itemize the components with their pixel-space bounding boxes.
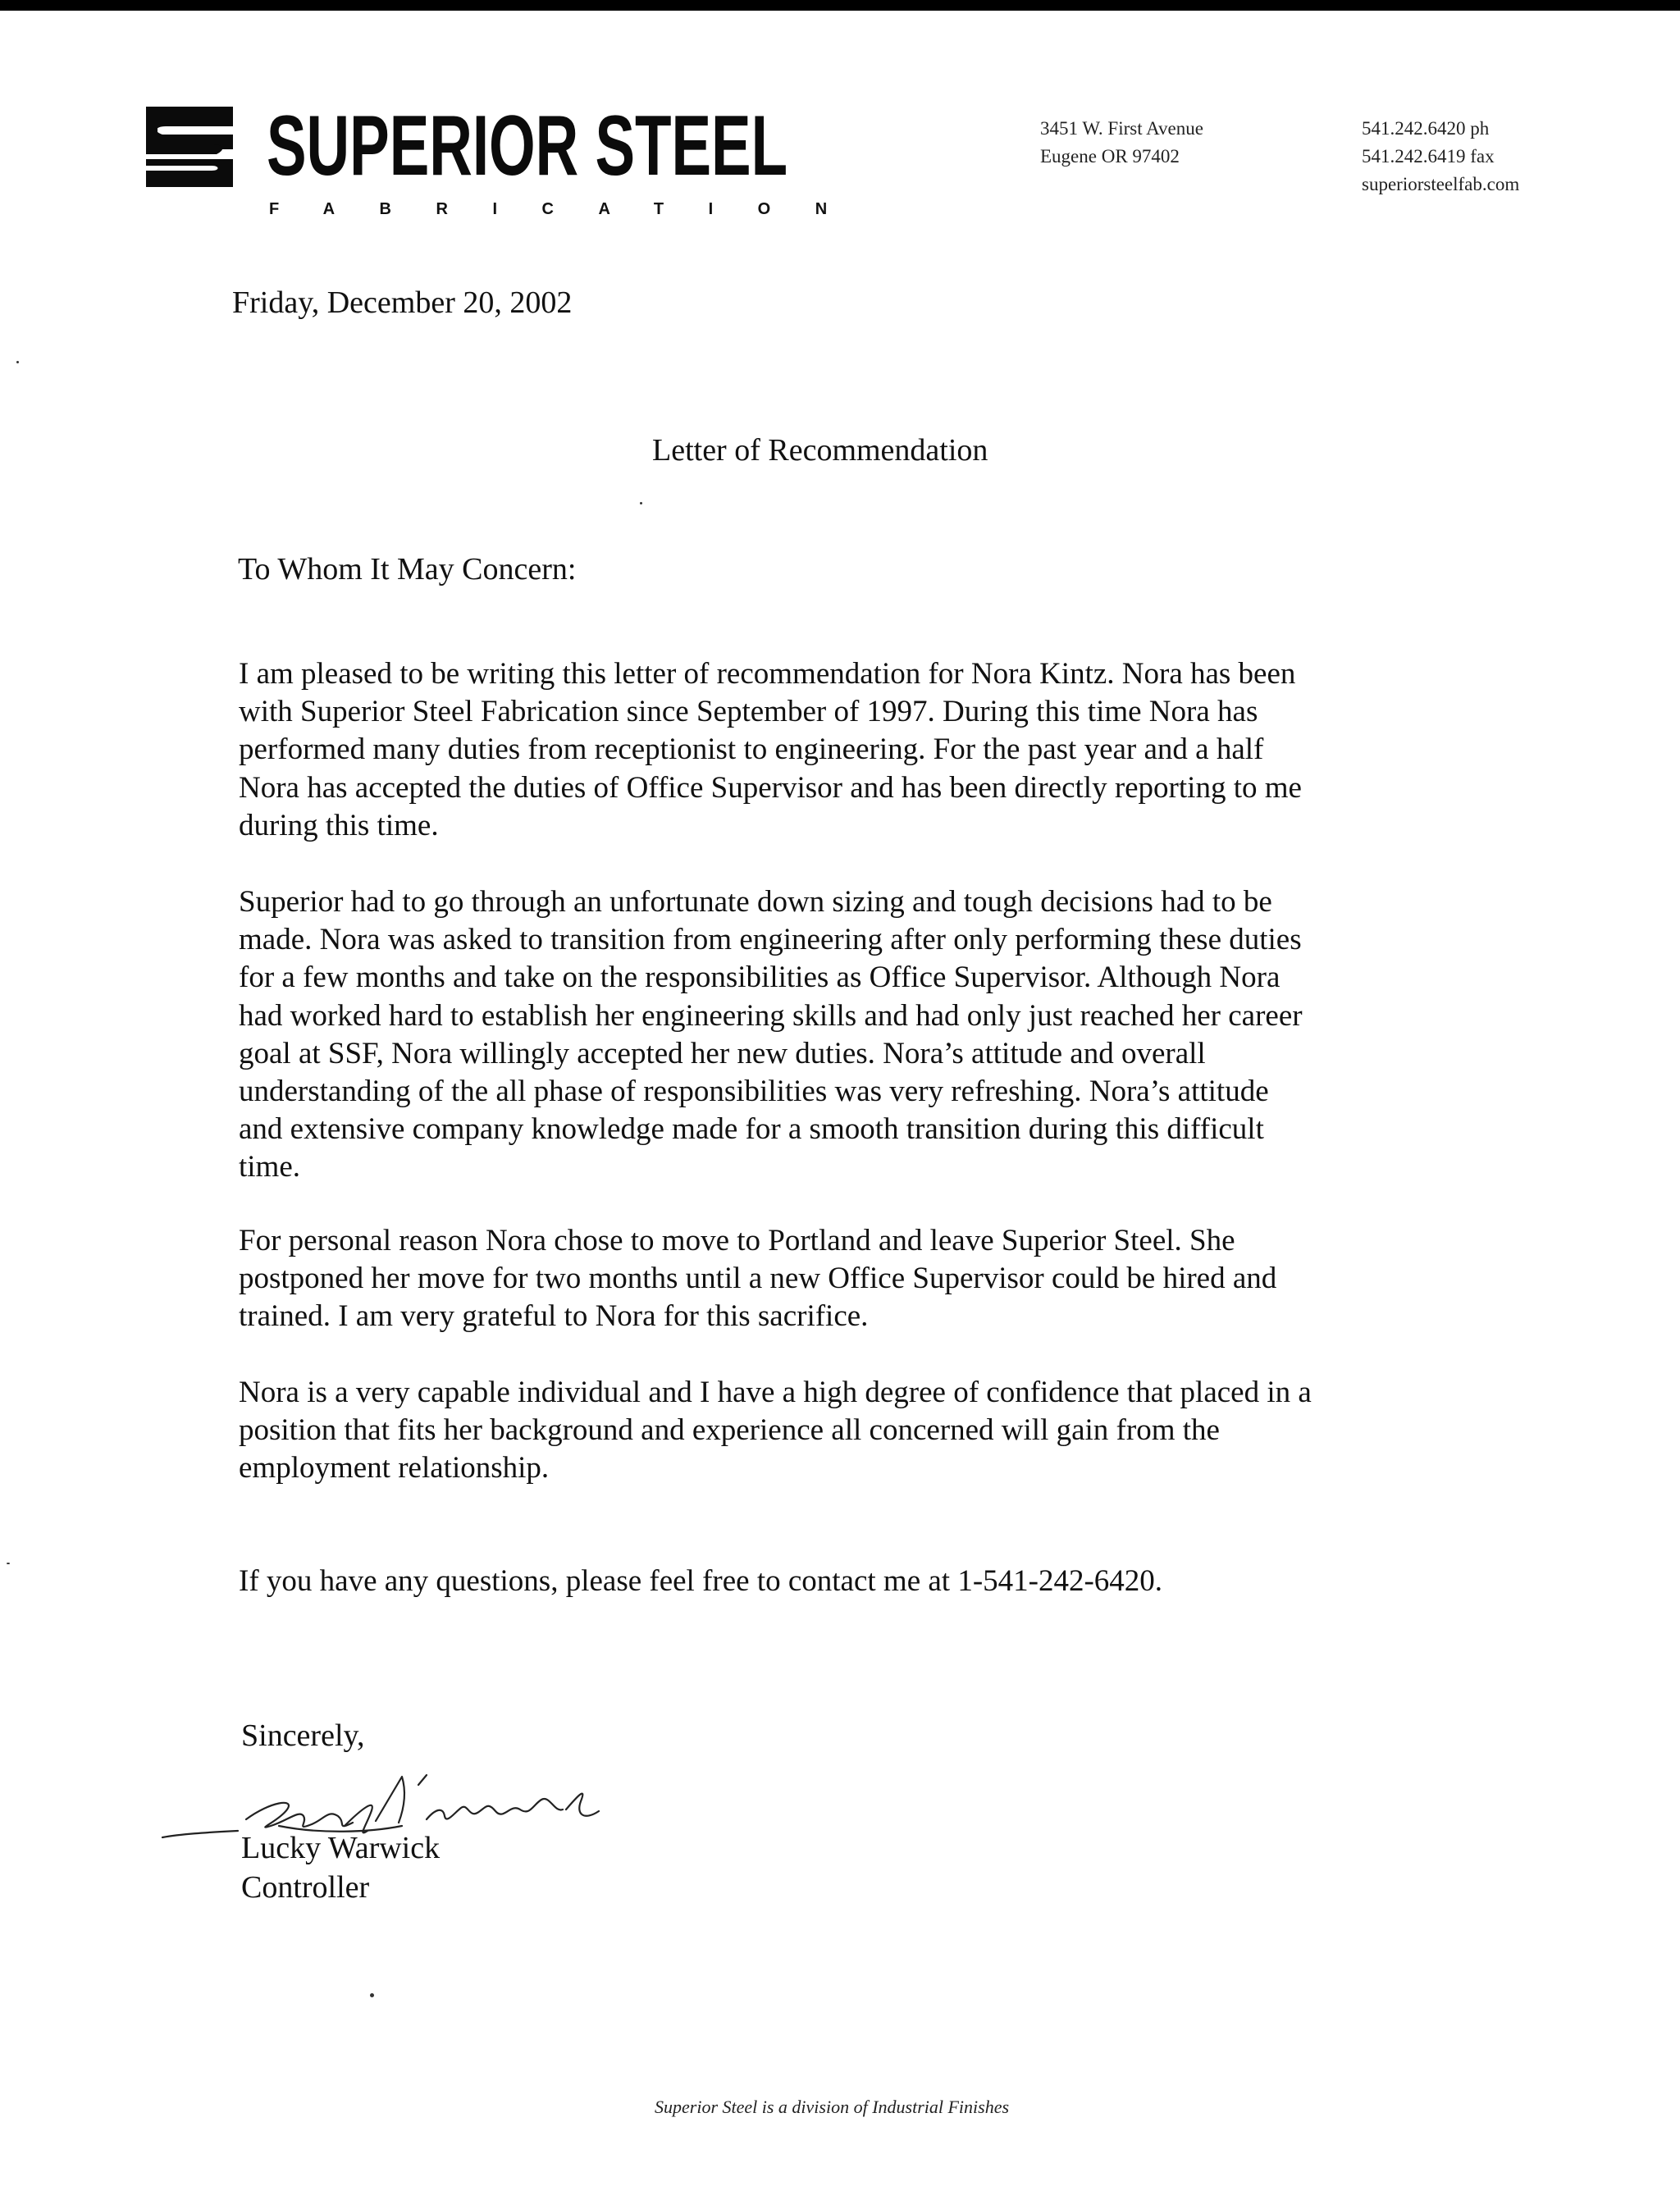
letter-date: Friday, December 20, 2002 [232,285,573,320]
paragraph [239,1563,1445,1600]
scan-speck [16,361,19,363]
text-line: made. Nora was asked to transition from engineering after only performing these duties [239,923,1302,957]
paragraph [239,883,1445,1187]
text-line: for a few months and take on the responsibilities as Office Supervisor. Although Nora [239,961,1281,995]
signer-name: Lucky Warwick [241,1831,441,1865]
closing: Sincerely, [241,1718,365,1753]
text-line: trained. I am very grateful to Nora for this sacrifice. [239,1299,869,1334]
text-line: For personal reason Nora chose to move to Portland and leave Superior Steel. She [239,1224,1235,1257]
text-line: during this time. [239,808,439,842]
company-contact [1362,115,1519,199]
text-line: and extensive company knowledge made for a smooth transition during this difficult [239,1112,1264,1147]
website: superiorsteelfab.com [1362,174,1520,194]
text-line: employment relationship. [239,1451,550,1485]
address-line: Eugene OR 97402 [1040,146,1180,167]
signer-title: Controller [241,1870,370,1905]
company-logo-icon [138,100,241,194]
text-line: If you have any questions, please feel free to contact me at 1-541-242-6420. [239,1564,1163,1598]
paragraph [239,1222,1445,1336]
text-line: time. [239,1150,301,1184]
phone-number: 541.242.6420 ph [1362,118,1490,139]
text-line: Nora is a very capable individual and I have a high degree of confidence that placed in a [239,1376,1312,1409]
page-footer: Superior Steel is a division of Industrial Finishes [655,2097,1010,2117]
text-line: had worked hard to establish her engineering skills and had only just reached her career [239,998,1303,1033]
address-line: 3451 W. First Avenue [1040,118,1203,139]
scan-speck [640,502,642,504]
text-line: I am pleased to be writing this letter of recommendation for Nora Kintz. Nora has been [239,657,1296,691]
salutation: To Whom It May Concern: [238,552,577,586]
letter-title: Letter of Recommendation [652,433,988,468]
scan-speck [370,1993,374,1997]
text-line: performed many duties from receptionist to engineering. For the past year and a half [239,732,1264,767]
text-line: position that fits her background and experience all concerned will gain from the [239,1413,1220,1448]
company-subtitle: FABRICATION [269,200,872,218]
text-line: Nora has accepted the duties of Office Supervisor and has been directly reporting to me [239,770,1302,805]
paragraph [239,1374,1445,1488]
fax-number: 541.242.6419 fax [1362,146,1495,167]
company-name: SUPERIOR STEEL [267,98,788,194]
text-line: postponed her move for two months until a new Office Supervisor could be hired and [239,1262,1277,1296]
text-line: with Superior Steel Fabrication since September of 1997. During this time Nora has [239,695,1258,729]
text-line: goal at SSF, Nora willingly accepted her new duties. Nora’s attitude and overall [239,1036,1206,1070]
text-line: understanding of the all phase of responsibilities was very refreshing. Nora’s attitude [239,1075,1269,1109]
scan-top-edge [0,0,1680,11]
scan-speck [7,1563,10,1564]
company-address [1040,115,1203,171]
paragraph [239,655,1445,845]
text-line: Superior had to go through an unfortunate down sizing and tough decisions had to be [239,885,1272,919]
